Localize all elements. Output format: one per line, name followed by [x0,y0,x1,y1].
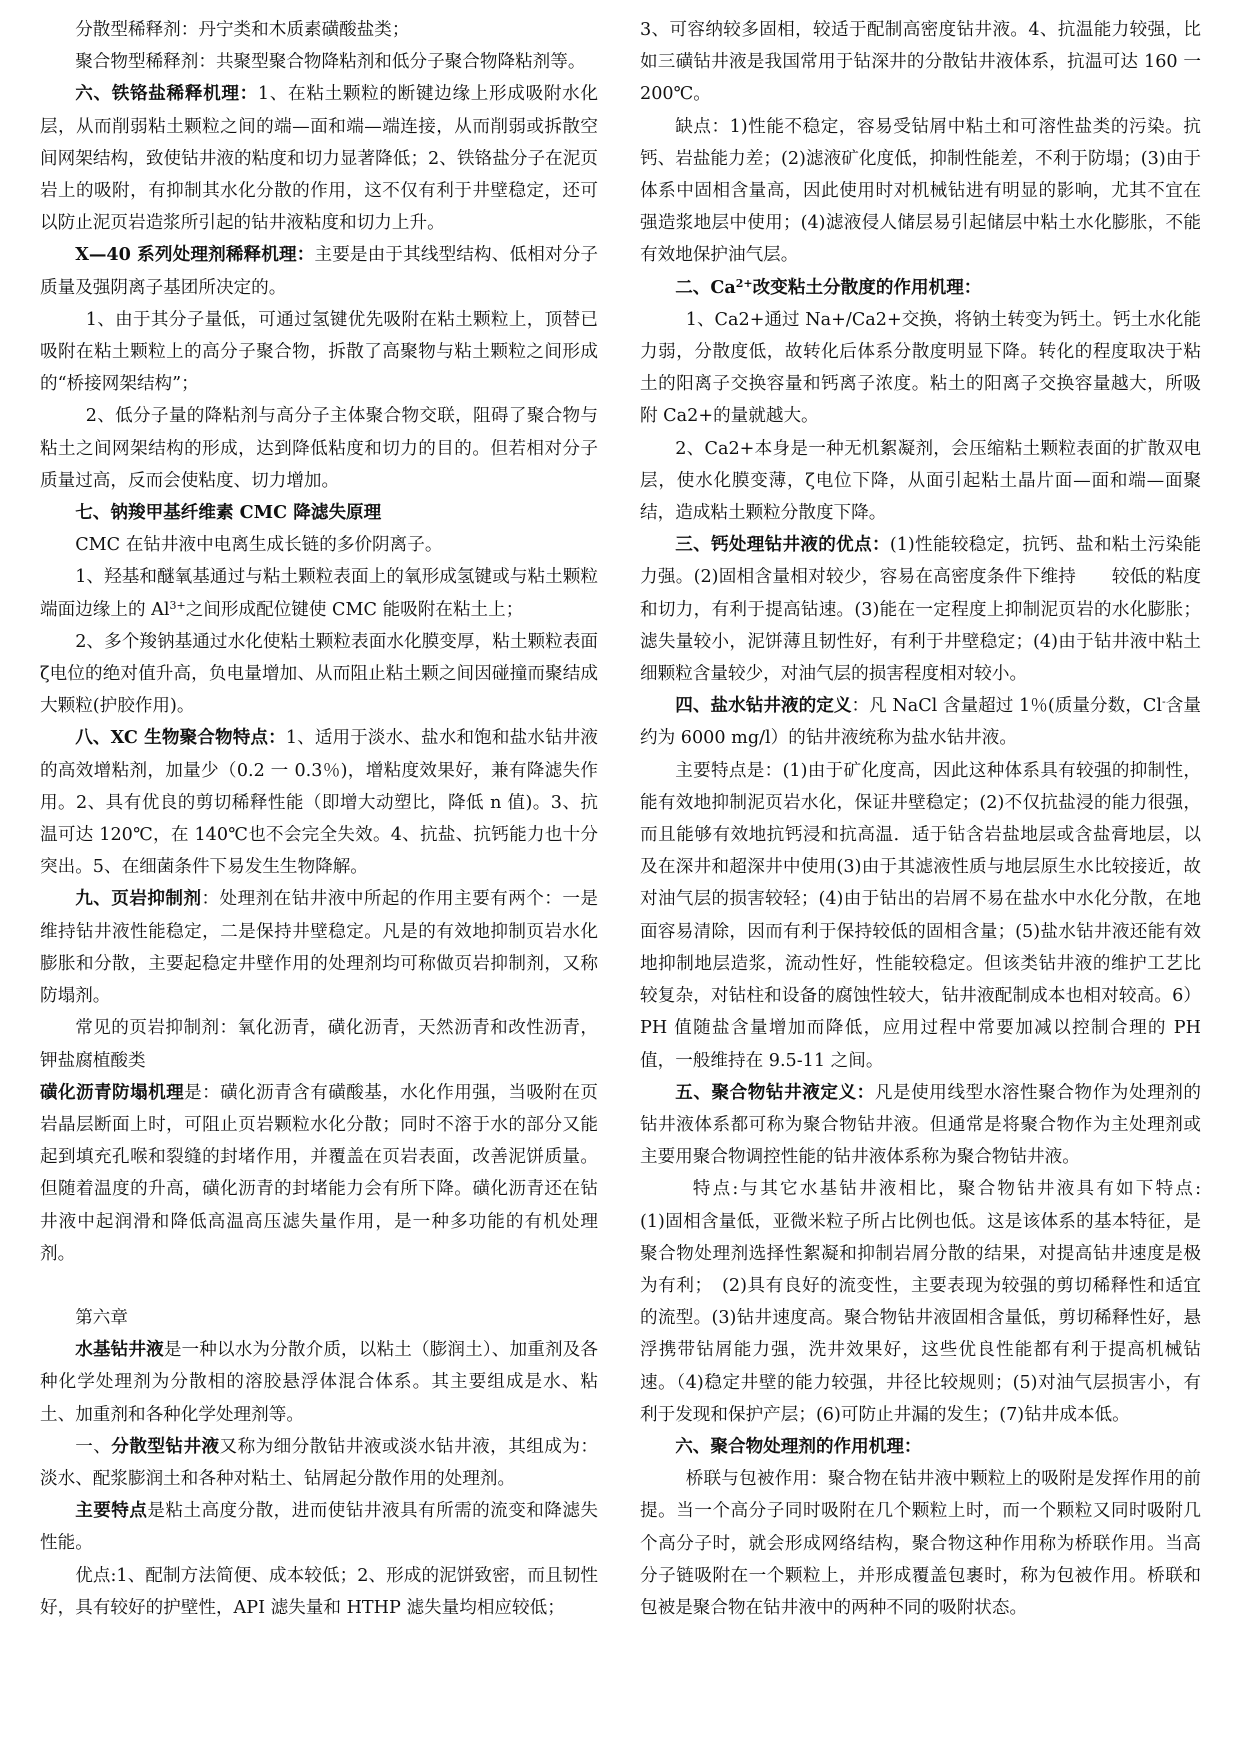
chapter-title: 第六章 [75,1307,128,1328]
section-ca-mechanism-heading [640,272,1201,304]
section-text: 又称为细分散钻井液或淡水钻井液，其组成为：淡水、配浆膨润土和各种对粘土、钻屑起分散作用的处理剂。 [40,1436,598,1489]
section-salt-water-definition [640,690,1201,754]
section-heading: 三、钙处理钻井液的优点： [675,534,890,556]
section-water-based-fluid [40,1334,598,1431]
section-text: (1)性能较稳定，抗钙、盐和粘土污染能力强。(2)固相含量相对较少，容易在高密度条件下维持 较低的粘度和切力，有利于提高钻速。(3)能在一定程度上抑制泥页岩的水化膨胀；滤失量较小，泥饼薄且韧性好，有利于井壁稳定；(4)由于钻井液中粘土细颗粒含量较少，对油气层的损害程度相对较小。 [640,535,1201,685]
paragraph-cmc-point-2: 2、多个羧钠基通过水化使粘土颗粒表面水化膜变厚，粘土颗粒表面ζ电位的绝对值升高，负电量增加、从而阻止粘土颗之间因碰撞而聚结成大颗粒(护胶作用)。 [40,631,598,717]
paragraph-dispersed-thinner: 分散型稀释剂：丹宁类和木质素磺酸盐类； [75,20,410,40]
paragraph-advantages-cont: 3、可容纳较多固相，较适于配制高密度钻井液。4、抗温能力较强，比如三磺钻井液是我国常用于钻深井的分散钻井液体系，抗温可达 160 一 200℃。 [640,20,1201,105]
right-column [640,14,1237,1624]
section-heading: 四、盐水钻井液的定义 [675,695,852,717]
paragraph-polymer-features: 特点:与其它水基钻井液相比，聚合物钻井液具有如下特点: (1)固相含量低，亚微米粒子所占比例也低。这是该体系的基本特征，是聚合物处理剂选择性絮凝和抑制岩屑分散的结果，对提高钻井速度是极为有利； (2)具有良好的流变性，主要表现为较强的剪切稀释性和适宜的流型。(3)钻井速度高。聚合物钻井液固相含量低，剪切稀释性好，悬浮携带钻屑能力强，洗井效果好，这些优良性能都有利于提高机械钻速。（4)稳定井壁的能力较强，井径比较规则；(5)对油气层损害小，有利于发现和保护产层；(6)可防止井漏的发生；(7)钻井成本低。 [640,1179,1237,1425]
section-heading: 六、铁铬盐稀释机理： [75,83,258,105]
section-xc-polymer [40,722,598,883]
paragraph-polymer-thinner: 聚合物型稀释剂：共聚型聚合物降粘剂和低分子聚合物降粘剂等。 [75,52,586,73]
section-text: 是：磺化沥青含有磺酸基，水化作用强，当吸附在页岩晶层断面上时，可阻止页岩颗粒水化分散；同时不溶于水的部分又能起到填充孔喉和裂缝的封堵作用，并覆盖在页岩表面，改善泥饼质量。但随着温度的升高，磺化沥青的封堵能力会有所下降。磺化沥青还在钻井液中起润滑和降低高温高压滤失量作用，是一种多功能的有机处理剂。 [40,1082,598,1264]
section-heading: 主要特点 [75,1500,148,1522]
text-span: 改变粘土分散度的作用机理： [752,276,982,298]
paragraph-cmc-intro: CMC 在钻井液中电离生成长链的多价阴离子。 [75,535,443,556]
section-text: 含量约为 6000 mg/l）的钻井液统称为盐水钻井液。 [640,696,1201,749]
paragraph-ca-point-1: 1、Ca2+通过 Na+/Ca2+交换，将钠土转变为钙土。钙土水化能力弱，分散度低，故转化后体系分散度明显下降。转化的程度取决于粘土的阳离子交换容量和钙离子浓度。粘土的阳离子交换容量越大，所吸附 Ca2+的量就越大。 [640,309,1201,427]
section-sulfonated-asphalt [40,1077,598,1270]
section-heading: 分散型钻井液 [111,1435,220,1457]
section-heading: 五、聚合物钻井液定义： [675,1081,875,1103]
text-span: 1、羟基和醚氧基通过与粘土颗粒表面上的氧形成氢键或与粘土颗粒端面边缘上的 Al [40,567,598,620]
paragraph-common-inhibitors: 常见的页岩抑制剂：氧化沥青，磺化沥青，天然沥青和改性沥青，钾盐腐植酸类 [40,1018,598,1071]
paragraph-bridging-encapsulation: 桥联与包被作用：聚合物在钻井液中颗粒上的吸附是发挥作用的前提。当一个高分子同时吸附在几个颗粒上时，而一个颗粒又同时吸附几个高分子时，就会形成网络结构，聚合物这种作用称为桥联作用。当高分子链吸附在一个颗粒上，并形成覆盖包裹时，称为包被作用。桥联和包被是聚合物在钻井液中的两种不同的吸附状态。 [640,1469,1201,1618]
section-text: ：凡 NaCl 含量超过 1％(质量分数，Cl [851,696,1163,717]
section-heading: 磺化沥青防塌机理 [40,1081,185,1103]
section-text: ：处理剂在钻井液中所起的作用主要有两个：一是维持钻井液性能稳定，二是保持井壁稳定。凡是的有效地抑制页岩水化膨胀和分散，主要起稳定井壁作用的处理剂均可称做页岩抑制剂，又称防塌剂。 [40,889,598,1007]
section-dispersed-fluid [40,1431,598,1495]
paragraph-salt-water-features: 主要特点是：(1)由于矿化度高，因此这种体系具有较强的抑制性，能有效地抑制泥页岩水化，保证井壁稳定；(2)不仅抗盐浸的能力很强，而且能够有效地抗钙浸和抗高温．适于钻含岩盐地层或含盐膏地层，以及在深井和超深井中使用(3)由于其滤液性质与地层原生水比较接近，故对油气层的损害较轻；(4)由于钻出的岩屑不易在盐水中水化分散，在地面容易清除，因而有利于保持较低的固相含量；(5)盐水钻井液还能有效地抑制地层造浆，流动性好，性能较稳定。但该类钻井液的维护工艺比较复杂，对钻柱和设备的腐蚀性较大，钻井液配制成本也相对较高。6）PH 值随盐含量增加而降低，应用过程中常要加减以控制合理的 PH 值，一般维持在 9.5-11 之间。 [640,760,1201,1071]
section-x40-mechanism [40,239,598,303]
section-heading: 八、XC 生物聚合物特点： [75,727,286,749]
section-prefix: 一、 [75,1436,112,1457]
paragraph-x40-point-1: 1、由于其分子量低，可通过氢键优先吸附在粘土颗粒上，顶替已吸附在粘土颗粒上的高分子聚合物，拆散了高聚物与粘土颗粒之间形成的“桥接网架结构”； [40,309,598,395]
section-heading: 水基钻井液 [75,1339,164,1361]
section-heading: 九、页岩抑制剂 [75,888,202,910]
paragraph-ca-point-2: 2、Ca2+本身是一种无机絮凝剂，会压缩粘土颗粒表面的扩散双电层，使水化膜变薄，ζ电位下降，从面引起粘土晶片面—面和端—面聚结，造成粘土颗粒分散度下降。 [640,438,1201,524]
section-heading: X—40 系列处理剂稀释机理： [75,244,315,266]
section-text: 1、适用于淡水、盐水和饱和盐水钻井液的高效增粘剂，加量少（0.2 一 0.3％)，增粘度效果好，兼有降滤失作用。2、具有优良的剪切稀释性能（即增大动塑比，降低 n 值)。3、抗温可达 120℃，在 140℃也不会完全失效。4、抗盐、抗钙能力也十分突出。5、在细菌条件下易发生生物降解。 [40,728,598,878]
paragraph-cmc-point-1 [40,561,598,625]
superscript: 2+ [735,276,753,290]
section-cmc-heading: 七、钠羧甲基纤维素 CMC 降滤失原理 [75,502,382,524]
section-polymer-agent-heading: 六、聚合物处理剂的作用机理： [675,1435,922,1457]
paragraph-main-features [40,1495,598,1559]
section-text: 是粘土高度分散，进而使钻井液具有所需的流变和降滤失性能。 [40,1501,598,1554]
text-span: 之间形成配位键使 CMC 能吸附在粘土上； [185,599,524,620]
section-text: 1、在粘土颗粒的断键边缘上形成吸附水化层，从而削弱粘土颗粒之间的端—面和端—端连接，从而削弱或拆散空间网架结构，致使钻井液的粘度和切力显著降低；2、铁铬盐分子在泥页岩上的吸附，有抑制其水化分散的作用，这不仅有利于井壁稳定，还可以防止泥页岩造浆所引起的钻井液粘度和切力上升。 [40,84,598,234]
section-text: 凡是使用线型水溶性聚合物作为处理剂的钻井液体系都可称为聚合物钻井液。但通常是将聚合物作为主处理剂或主要用聚合物调控性能的钻井液体系称为聚合物钻井液。 [640,1082,1201,1168]
section-polymer-fluid-definition [640,1077,1201,1174]
section-shale-inhibitor [40,883,598,1012]
superscript: 3+ [169,598,186,612]
paragraph-x40-point-2: 2、低分子量的降粘剂与高分子主体聚合物交联，阻碍了聚合物与粘土之间网架结构的形成，达到降低粘度和切力的目的。但若相对分子质量过高，反而会使粘度、切力增加。 [40,406,598,491]
paragraph-disadvantages: 缺点：1)性能不稳定，容易受钻屑中粘土和可溶性盐类的污染。抗钙、岩盐能力差；(2)滤液矿化度低，抑制性能差，不利于防塌；(3)由于体系中固相含量高，因此使用时对机械钻进有明显的影响，尤其不宜在强造浆地层中使用；(4)滤液侵人储层易引起储层中粘土水化膨胀，不能有效地保护油气层。 [640,116,1201,266]
spacer [40,1270,598,1302]
left-column [40,14,598,1624]
superscript: - [1162,695,1166,709]
section-text: 是一种以水为分散介质，以粘土（膨润土）、加重剂及各种化学处理剂为分散相的溶胶悬浮体混合体系。其主要组成是水、粘土、加重剂和各种化学处理剂等。 [40,1340,598,1425]
text-span: 二、Ca [675,276,736,298]
section-calcium-fluid-advantages [640,529,1201,690]
paragraph-advantages: 优点:1、配制方法简便、成本较低；2、形成的泥饼致密，而且韧性好，具有较好的护壁性，API 滤失量和 HTHP 滤失量均相应较低； [40,1565,598,1618]
section-ferrochrome-mechanism [40,78,598,239]
section-text: 主要是由于其线型结构、低相对分子质量及强阴离子基团所决定的。 [40,245,598,298]
